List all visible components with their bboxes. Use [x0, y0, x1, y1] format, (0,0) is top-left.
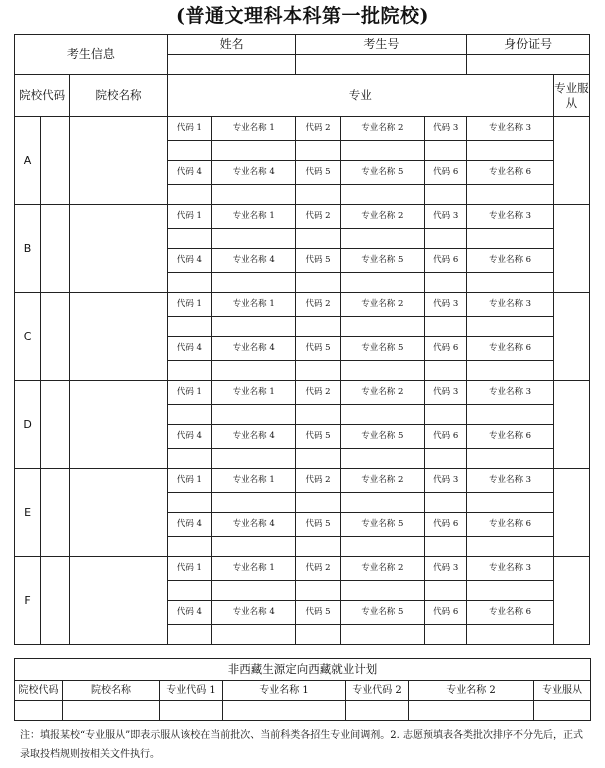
group-label: D: [15, 381, 41, 469]
major-code-label: 代码 3: [425, 117, 467, 141]
major-name-field[interactable]: [467, 493, 553, 513]
major-header: 专业: [167, 75, 553, 117]
major-code-field[interactable]: [167, 141, 211, 161]
major-name-label: 专业名称 3: [467, 205, 553, 229]
major-code-field[interactable]: [167, 625, 211, 645]
major-name-field[interactable]: [212, 317, 296, 337]
group-row: [15, 205, 590, 229]
major-name-label: 专业名称 6: [467, 601, 553, 625]
name-field[interactable]: [167, 55, 296, 75]
major-name-label: 专业名称 1: [212, 381, 296, 405]
major-name-field[interactable]: [212, 449, 296, 469]
major-code-label: 代码 5: [296, 601, 340, 625]
major-name-label: 专业名称 5: [340, 425, 424, 449]
school-name-field[interactable]: [70, 469, 168, 557]
major-name-field[interactable]: [212, 581, 296, 601]
school-code-field[interactable]: [41, 205, 70, 293]
major-code-label: 代码 2: [296, 469, 340, 493]
tibet-major-code2-header: 专业代码 2: [346, 681, 409, 701]
page-title: (普通文理科本科第一批院校): [176, 5, 429, 27]
school-name-field[interactable]: [70, 117, 168, 205]
group-row: [15, 117, 590, 141]
major-code-label: 代码 3: [425, 381, 467, 405]
tibet-major-name1-header: 专业名称 1: [223, 681, 346, 701]
school-name-field[interactable]: [70, 205, 168, 293]
major-name-field[interactable]: [212, 405, 296, 425]
tibet-obey-header: 专业服从: [534, 681, 591, 701]
footnote: 注：填报某校“专业服从”即表示服从该校在当前批次、当前科类各招生专业间调剂。2. 志愿预填表各类批次排序不分先后，正式录取投档规则按相关文件执行。: [20, 730, 583, 760]
obey-field[interactable]: [553, 117, 589, 205]
major-code-label: 代码 4: [167, 425, 211, 449]
major-name-label: 专业名称 5: [340, 249, 424, 273]
major-name-field[interactable]: [340, 141, 424, 161]
major-name-label: 专业名称 2: [340, 381, 424, 405]
tibet-major-name2-header: 专业名称 2: [409, 681, 534, 701]
major-name-label: 专业名称 5: [340, 513, 424, 537]
major-name-field[interactable]: [340, 273, 424, 293]
major-name-field[interactable]: [340, 405, 424, 425]
obey-field[interactable]: [553, 469, 589, 557]
major-code-field[interactable]: [425, 493, 467, 513]
major-code-field[interactable]: [296, 185, 340, 205]
major-code-label: 代码 2: [296, 205, 340, 229]
group-label: A: [15, 117, 41, 205]
name-label: 姓名: [167, 35, 296, 55]
major-code-field[interactable]: [296, 581, 340, 601]
major-name-field[interactable]: [340, 625, 424, 645]
applicant-info-label: 考生信息: [15, 35, 168, 75]
major-name-field[interactable]: [467, 581, 553, 601]
major-name-field[interactable]: [212, 537, 296, 557]
major-code-field[interactable]: [167, 581, 211, 601]
major-code-field[interactable]: [167, 537, 211, 557]
major-code-label: 代码 1: [167, 293, 211, 317]
major-name-field[interactable]: [340, 537, 424, 557]
major-code-label: 代码 5: [296, 249, 340, 273]
major-code-label: 代码 5: [296, 513, 340, 537]
tibet-school-name-header: 院校名称: [63, 681, 160, 701]
major-code-field[interactable]: [167, 185, 211, 205]
tibet-major-code2-field[interactable]: [346, 701, 409, 721]
school-code-field[interactable]: [41, 293, 70, 381]
major-code-field[interactable]: [425, 449, 467, 469]
major-name-label: 专业名称 3: [467, 469, 553, 493]
volunteer-form-table: [14, 34, 590, 645]
school-name-header: 院校名称: [70, 75, 168, 117]
major-name-field[interactable]: [467, 229, 553, 249]
major-name-label: 专业名称 5: [340, 161, 424, 185]
major-code-label: 代码 4: [167, 513, 211, 537]
major-code-label: 代码 1: [167, 469, 211, 493]
major-name-label: 专业名称 4: [212, 513, 296, 537]
major-name-field[interactable]: [212, 229, 296, 249]
obey-field[interactable]: [553, 381, 589, 469]
major-code-label: 代码 3: [425, 557, 467, 581]
major-name-label: 专业名称 6: [467, 513, 553, 537]
group-label: C: [15, 293, 41, 381]
major-name-field[interactable]: [340, 185, 424, 205]
major-name-field[interactable]: [212, 141, 296, 161]
major-code-label: 代码 2: [296, 117, 340, 141]
tibet-school-code-field[interactable]: [15, 701, 63, 721]
group-row: [15, 469, 590, 493]
school-name-field[interactable]: [70, 381, 168, 469]
major-name-field[interactable]: [340, 229, 424, 249]
major-name-label: 专业名称 3: [467, 557, 553, 581]
major-name-label: 专业名称 6: [467, 425, 553, 449]
major-code-label: 代码 6: [425, 337, 467, 361]
group-row: [15, 557, 590, 581]
exam-number-field[interactable]: [296, 55, 467, 75]
major-code-field[interactable]: [167, 405, 211, 425]
obey-field[interactable]: [553, 293, 589, 381]
major-name-field[interactable]: [467, 317, 553, 337]
major-code-label: 代码 1: [167, 205, 211, 229]
major-code-field[interactable]: [296, 449, 340, 469]
major-name-label: 专业名称 1: [212, 557, 296, 581]
major-name-label: 专业名称 6: [467, 161, 553, 185]
major-name-field[interactable]: [467, 449, 553, 469]
major-code-label: 代码 4: [167, 337, 211, 361]
major-code-field[interactable]: [167, 273, 211, 293]
major-code-field[interactable]: [425, 537, 467, 557]
major-code-label: 代码 6: [425, 161, 467, 185]
school-name-field[interactable]: [70, 557, 168, 645]
school-code-field[interactable]: [41, 117, 70, 205]
major-name-label: 专业名称 2: [340, 557, 424, 581]
group-label: E: [15, 469, 41, 557]
major-name-label: 专业名称 3: [467, 381, 553, 405]
major-name-label: 专业名称 2: [340, 469, 424, 493]
major-code-label: 代码 6: [425, 249, 467, 273]
major-code-field[interactable]: [296, 493, 340, 513]
tibet-obey-field[interactable]: [534, 701, 591, 721]
major-code-field[interactable]: [425, 625, 467, 645]
major-name-field[interactable]: [467, 537, 553, 557]
major-name-label: 专业名称 4: [212, 249, 296, 273]
tibet-major-name2-field[interactable]: [409, 701, 534, 721]
major-code-label: 代码 6: [425, 425, 467, 449]
major-code-label: 代码 3: [425, 469, 467, 493]
major-code-label: 代码 4: [167, 161, 211, 185]
major-code-label: 代码 4: [167, 601, 211, 625]
major-name-label: 专业名称 4: [212, 425, 296, 449]
major-code-field[interactable]: [425, 581, 467, 601]
major-name-label: 专业名称 5: [340, 601, 424, 625]
major-code-field[interactable]: [296, 229, 340, 249]
major-name-field[interactable]: [340, 361, 424, 381]
major-code-field[interactable]: [167, 449, 211, 469]
major-name-label: 专业名称 1: [212, 469, 296, 493]
major-name-label: 专业名称 2: [340, 293, 424, 317]
major-name-label: 专业名称 4: [212, 601, 296, 625]
major-code-field[interactable]: [425, 273, 467, 293]
major-name-field[interactable]: [212, 185, 296, 205]
major-name-field[interactable]: [340, 317, 424, 337]
major-code-label: 代码 1: [167, 381, 211, 405]
major-name-label: 专业名称 3: [467, 117, 553, 141]
major-name-label: 专业名称 5: [340, 337, 424, 361]
major-code-field[interactable]: [425, 185, 467, 205]
tibet-school-name-field[interactable]: [63, 701, 160, 721]
major-name-field[interactable]: [340, 581, 424, 601]
major-name-field[interactable]: [467, 185, 553, 205]
major-name-label: 专业名称 2: [340, 205, 424, 229]
major-code-label: 代码 1: [167, 557, 211, 581]
major-code-label: 代码 2: [296, 557, 340, 581]
major-name-label: 专业名称 4: [212, 337, 296, 361]
group-label: F: [15, 557, 41, 645]
major-code-field[interactable]: [425, 405, 467, 425]
major-name-label: 专业名称 1: [212, 117, 296, 141]
major-code-field[interactable]: [167, 317, 211, 337]
obey-header: 专业服从: [553, 75, 589, 117]
major-name-label: 专业名称 2: [340, 117, 424, 141]
major-name-field[interactable]: [212, 361, 296, 381]
major-code-field[interactable]: [296, 625, 340, 645]
major-code-label: 代码 2: [296, 293, 340, 317]
major-code-label: 代码 6: [425, 513, 467, 537]
id-number-field[interactable]: [467, 55, 590, 75]
tibet-school-code-header: 院校代码: [15, 681, 63, 701]
tibet-major-name1-field[interactable]: [223, 701, 346, 721]
major-code-field[interactable]: [167, 361, 211, 381]
major-code-label: 代码 6: [425, 601, 467, 625]
major-code-label: 代码 5: [296, 161, 340, 185]
major-name-field[interactable]: [212, 625, 296, 645]
major-name-label: 专业名称 6: [467, 249, 553, 273]
tibet-major-code1-field[interactable]: [160, 701, 223, 721]
major-code-label: 代码 5: [296, 337, 340, 361]
major-code-label: 代码 2: [296, 381, 340, 405]
major-name-field[interactable]: [467, 361, 553, 381]
major-name-label: 专业名称 3: [467, 293, 553, 317]
major-name-field[interactable]: [467, 405, 553, 425]
major-name-field[interactable]: [340, 449, 424, 469]
major-code-field[interactable]: [296, 405, 340, 425]
major-code-label: 代码 4: [167, 249, 211, 273]
major-code-label: 代码 1: [167, 117, 211, 141]
major-code-field[interactable]: [296, 361, 340, 381]
major-code-label: 代码 3: [425, 205, 467, 229]
major-code-field[interactable]: [296, 537, 340, 557]
major-code-field[interactable]: [167, 493, 211, 513]
major-name-label: 专业名称 4: [212, 161, 296, 185]
major-code-field[interactable]: [296, 273, 340, 293]
major-code-field[interactable]: [425, 361, 467, 381]
major-name-label: 专业名称 1: [212, 205, 296, 229]
major-name-field[interactable]: [467, 141, 553, 161]
major-name-field[interactable]: [467, 273, 553, 293]
major-code-field[interactable]: [167, 229, 211, 249]
obey-field[interactable]: [553, 205, 589, 293]
group-row: [15, 381, 590, 405]
major-code-label: 代码 5: [296, 425, 340, 449]
major-code-label: 代码 3: [425, 293, 467, 317]
exam-number-label: 考生号: [296, 35, 467, 55]
group-row: [15, 293, 590, 317]
tibet-major-code1-header: 专业代码 1: [160, 681, 223, 701]
major-code-field[interactable]: [425, 141, 467, 161]
tibet-plan-table: [14, 658, 591, 721]
school-code-field[interactable]: [41, 381, 70, 469]
major-code-field[interactable]: [425, 229, 467, 249]
tibet-plan-title: 非西藏生源定向西藏就业计划: [15, 659, 591, 681]
major-code-field[interactable]: [296, 141, 340, 161]
major-name-field[interactable]: [467, 625, 553, 645]
major-name-label: 专业名称 6: [467, 337, 553, 361]
major-name-field[interactable]: [212, 273, 296, 293]
school-code-field[interactable]: [41, 557, 70, 645]
major-name-field[interactable]: [212, 493, 296, 513]
major-name-label: 专业名称 1: [212, 293, 296, 317]
group-label: B: [15, 205, 41, 293]
major-code-field[interactable]: [425, 317, 467, 337]
school-code-field[interactable]: [41, 469, 70, 557]
major-code-field[interactable]: [296, 317, 340, 337]
major-name-field[interactable]: [340, 493, 424, 513]
obey-field[interactable]: [553, 557, 589, 645]
id-number-label: 身份证号: [467, 35, 590, 55]
school-code-header: 院校代码: [15, 75, 70, 117]
school-name-field[interactable]: [70, 293, 168, 381]
